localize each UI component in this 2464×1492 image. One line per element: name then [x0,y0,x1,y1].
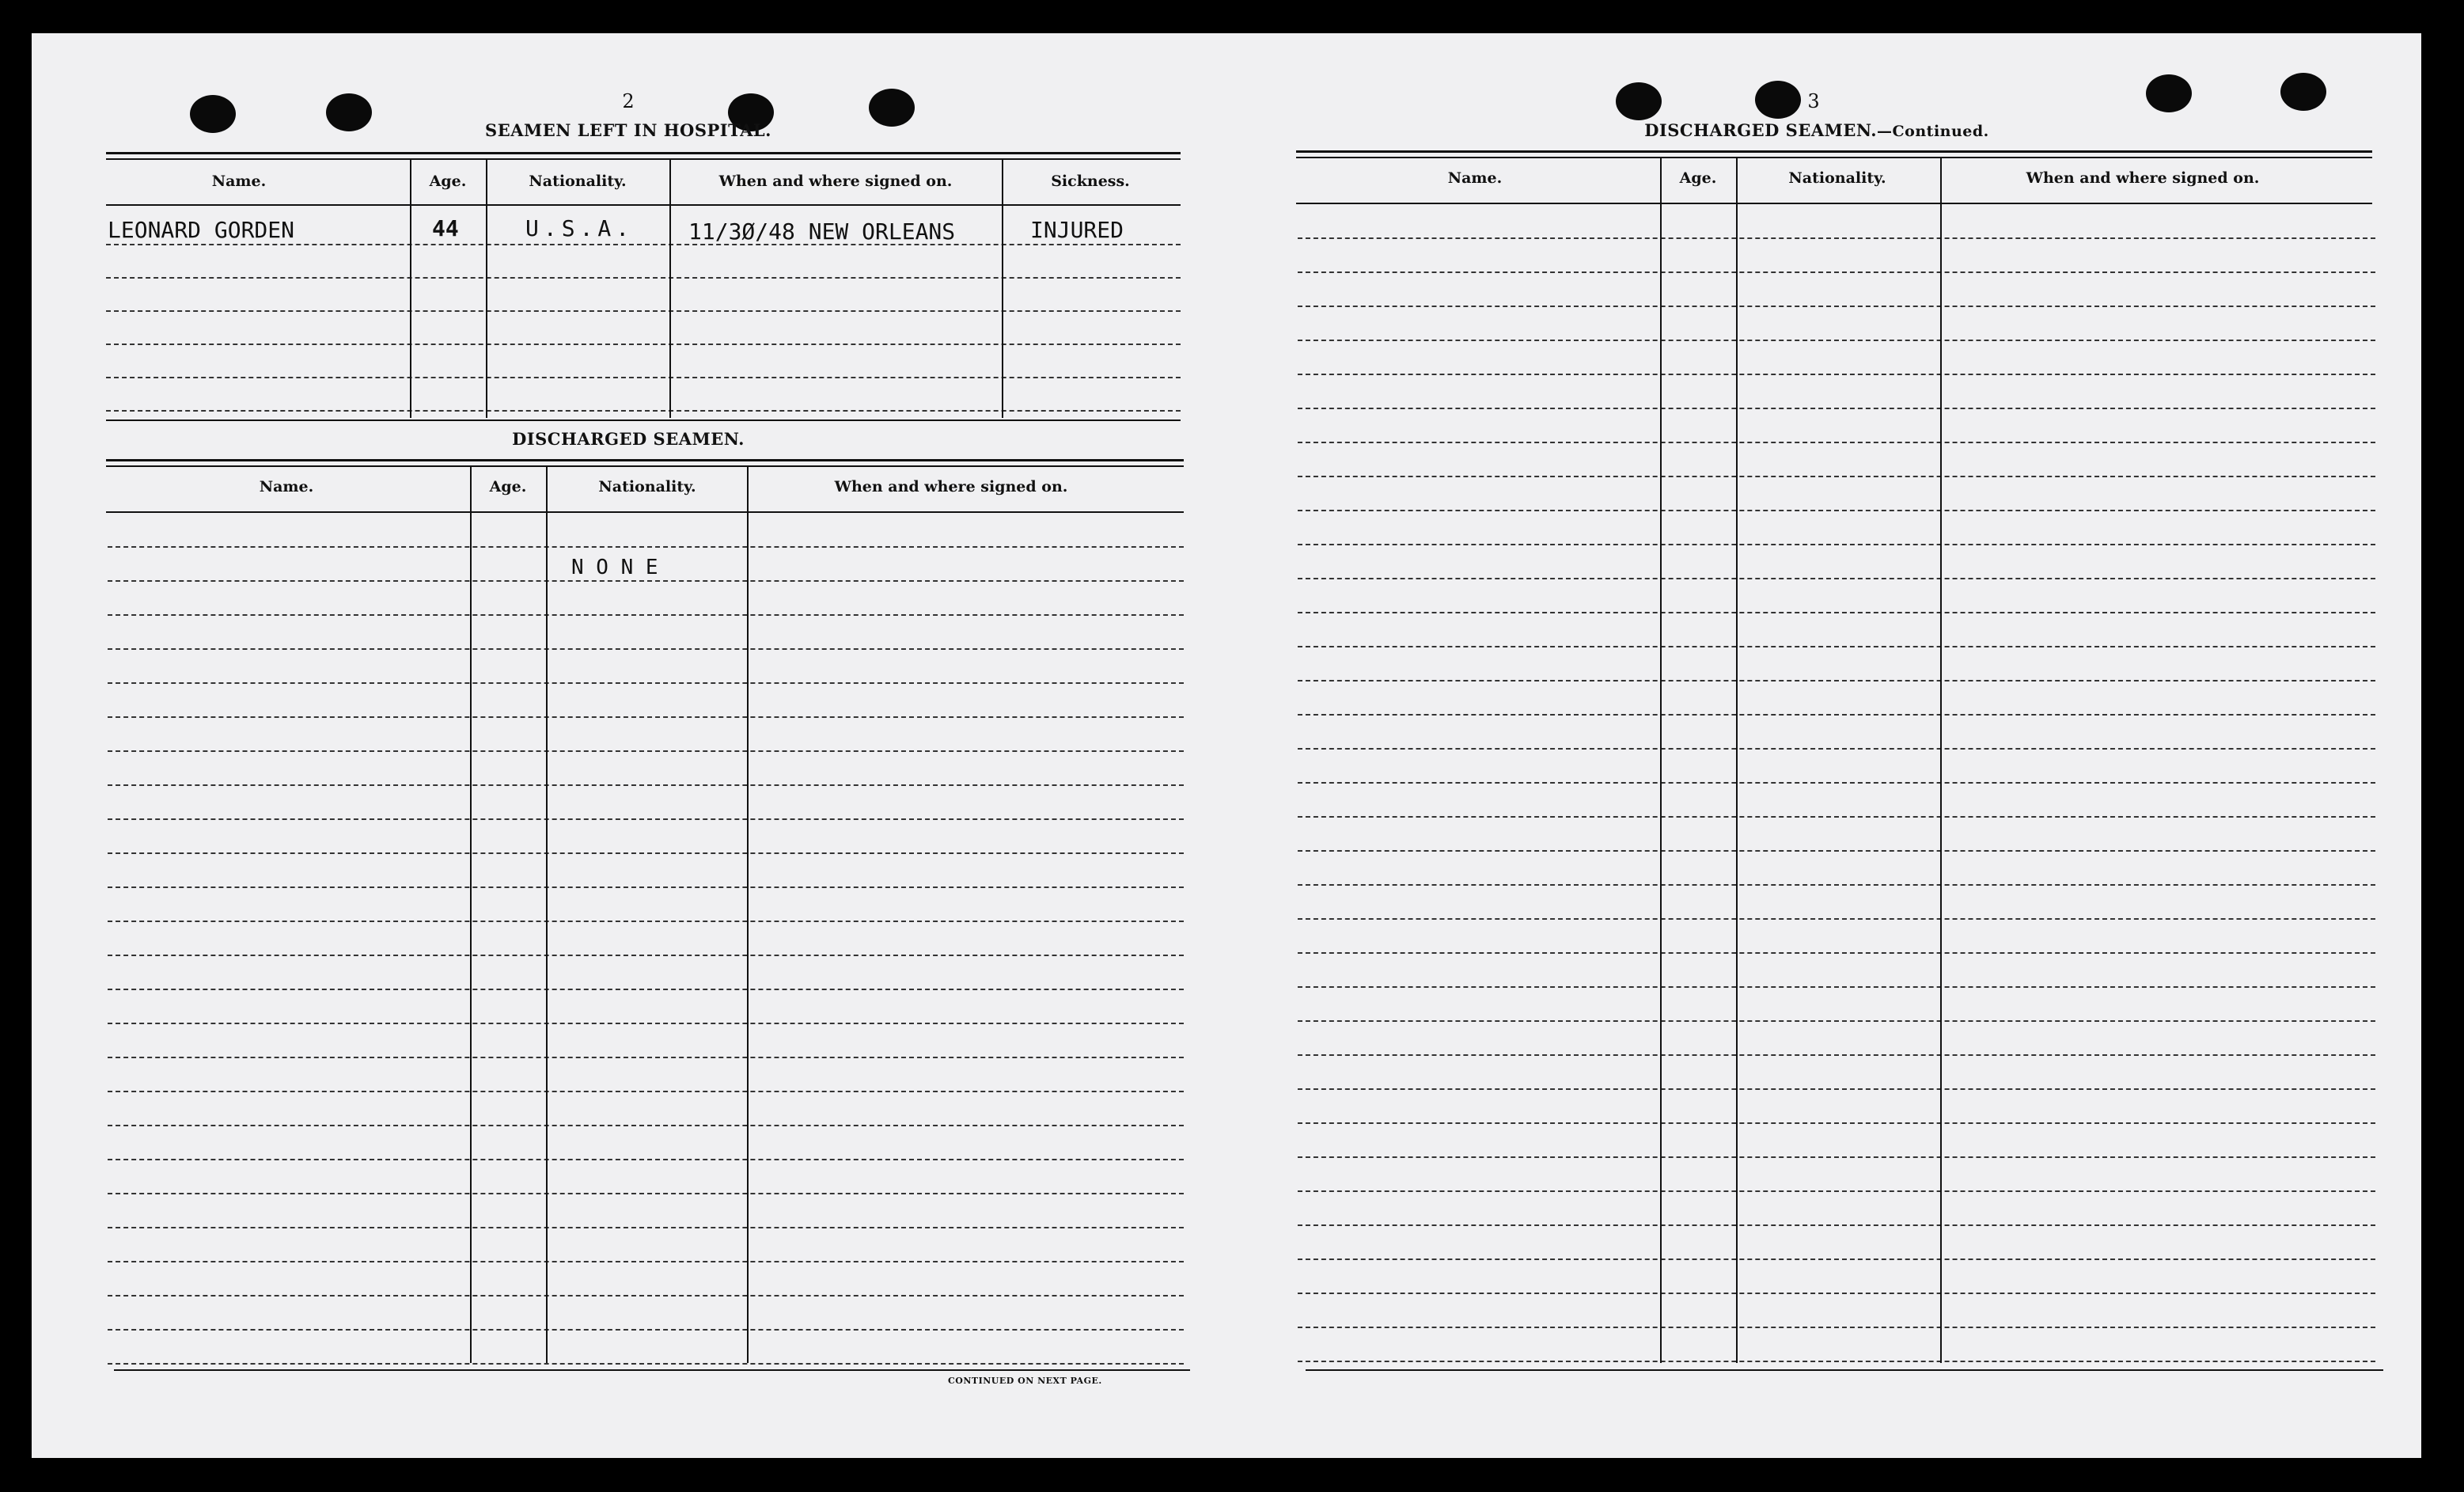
ruled-line [1298,646,2375,647]
col-header-age: Age. [489,478,527,495]
col-header-signed-on: When and where signed on. [718,173,953,190]
punch-hole [1755,81,1801,119]
ruled-line [1298,918,2375,920]
col-header-signed-on: When and where signed on. [2026,169,2260,187]
right-section-title-suffix: —Continued. [1877,123,1989,140]
punch-hole [869,89,915,127]
ruled-line [108,580,1184,582]
ruled-line [108,1091,1184,1092]
right-section-title-main: DISCHARGED SEAMEN. [1644,120,1878,140]
ruled-line [108,1227,1184,1228]
ruled-line [1298,578,2375,579]
ruled-line [108,546,1184,548]
ruled-line [1298,271,2375,273]
ruled-line [1298,612,2375,613]
ruled-line [1298,476,2375,477]
punch-hole [2146,74,2192,112]
ruled-line [1298,1054,2375,1056]
col-header-sickness: Sickness. [1051,173,1130,190]
hospital-entry-name: LEONARD GORDEN [108,217,295,243]
ruled-line [108,1125,1184,1126]
ruled-line [108,921,1184,922]
punch-hole [1616,82,1662,120]
ruled-line [1298,782,2375,784]
ruled-line [1298,544,2375,545]
ruled-line [108,1261,1184,1262]
hospital-entry-signed-on: 11/3Ø/48 NEW ORLEANS [688,218,956,245]
ruled-line [1298,1122,2375,1124]
hospital-entry-nationality: U.S.A. [525,215,635,241]
ruled-line [1298,1020,2375,1022]
ruled-line [108,818,1184,820]
ruled-line [1298,374,2375,375]
ruled-line [108,1329,1184,1331]
ruled-line [108,852,1184,854]
ruled-line [1298,1088,2375,1090]
col-header-name: Name. [1447,169,1503,187]
col-header-signed-on: When and where signed on. [834,478,1068,495]
ruled-line [108,750,1184,752]
col-header-age: Age. [429,173,467,190]
ruled-line [108,716,1184,718]
left-page-number: 2 [622,90,635,112]
hospital-entry-sickness: INJURED [1030,217,1124,243]
ruled-line [108,1193,1184,1194]
ruled-line [1298,1361,2375,1362]
ruled-line [1298,816,2375,818]
col-header-nationality: Nationality. [1788,169,1886,187]
ruled-line [1298,884,2375,886]
ruled-line [108,886,1184,888]
ruled-line [1298,1259,2375,1260]
ruled-line [1298,680,2375,681]
ruled-line [108,648,1184,650]
ruled-line [108,784,1184,786]
right-page-number: 3 [1807,90,1820,112]
discharged-entry-none: N O N E [571,556,658,579]
ruled-line [108,1057,1184,1058]
ruled-line [1298,1224,2375,1226]
ruled-line [1298,306,2375,307]
ledger-sheet [32,33,2421,1458]
ruled-line [108,1295,1184,1296]
col-header-name: Name. [211,173,267,190]
ruled-line [1298,850,2375,852]
ruled-line [108,614,1184,616]
col-header-nationality: Nationality. [529,173,627,190]
ruled-line [108,989,1184,990]
ruled-line [1298,952,2375,954]
punch-hole [2280,73,2326,111]
right-section-title [1644,120,1989,140]
hospital-entry-age: 44 [432,215,459,241]
ruled-line [108,1023,1184,1024]
punch-hole [190,95,236,133]
ruled-line [1298,442,2375,443]
ruled-line [1298,1293,2375,1294]
ruled-line [1298,714,2375,716]
ruled-line [1298,237,2375,239]
continued-footer: CONTINUED ON NEXT PAGE. [948,1376,1102,1386]
punch-hole [326,93,372,131]
ruled-line [1298,510,2375,511]
ruled-line [108,682,1184,684]
col-header-name: Name. [259,478,314,495]
ruled-line [1298,986,2375,988]
discharged-section-title: DISCHARGED SEAMEN. [512,429,745,449]
ruled-line [1298,748,2375,750]
ruled-line [1298,1156,2375,1158]
col-header-nationality: Nationality. [598,478,696,495]
col-header-age: Age. [1679,169,1717,187]
ruled-line [1298,1190,2375,1192]
ruled-line [108,955,1184,956]
hospital-section-title: SEAMEN LEFT IN HOSPITAL. [485,120,771,140]
ruled-line [1298,408,2375,409]
ruled-line [1298,1327,2375,1328]
ruled-line [108,1363,1184,1365]
ruled-line [1298,340,2375,341]
ruled-line [108,1159,1184,1160]
